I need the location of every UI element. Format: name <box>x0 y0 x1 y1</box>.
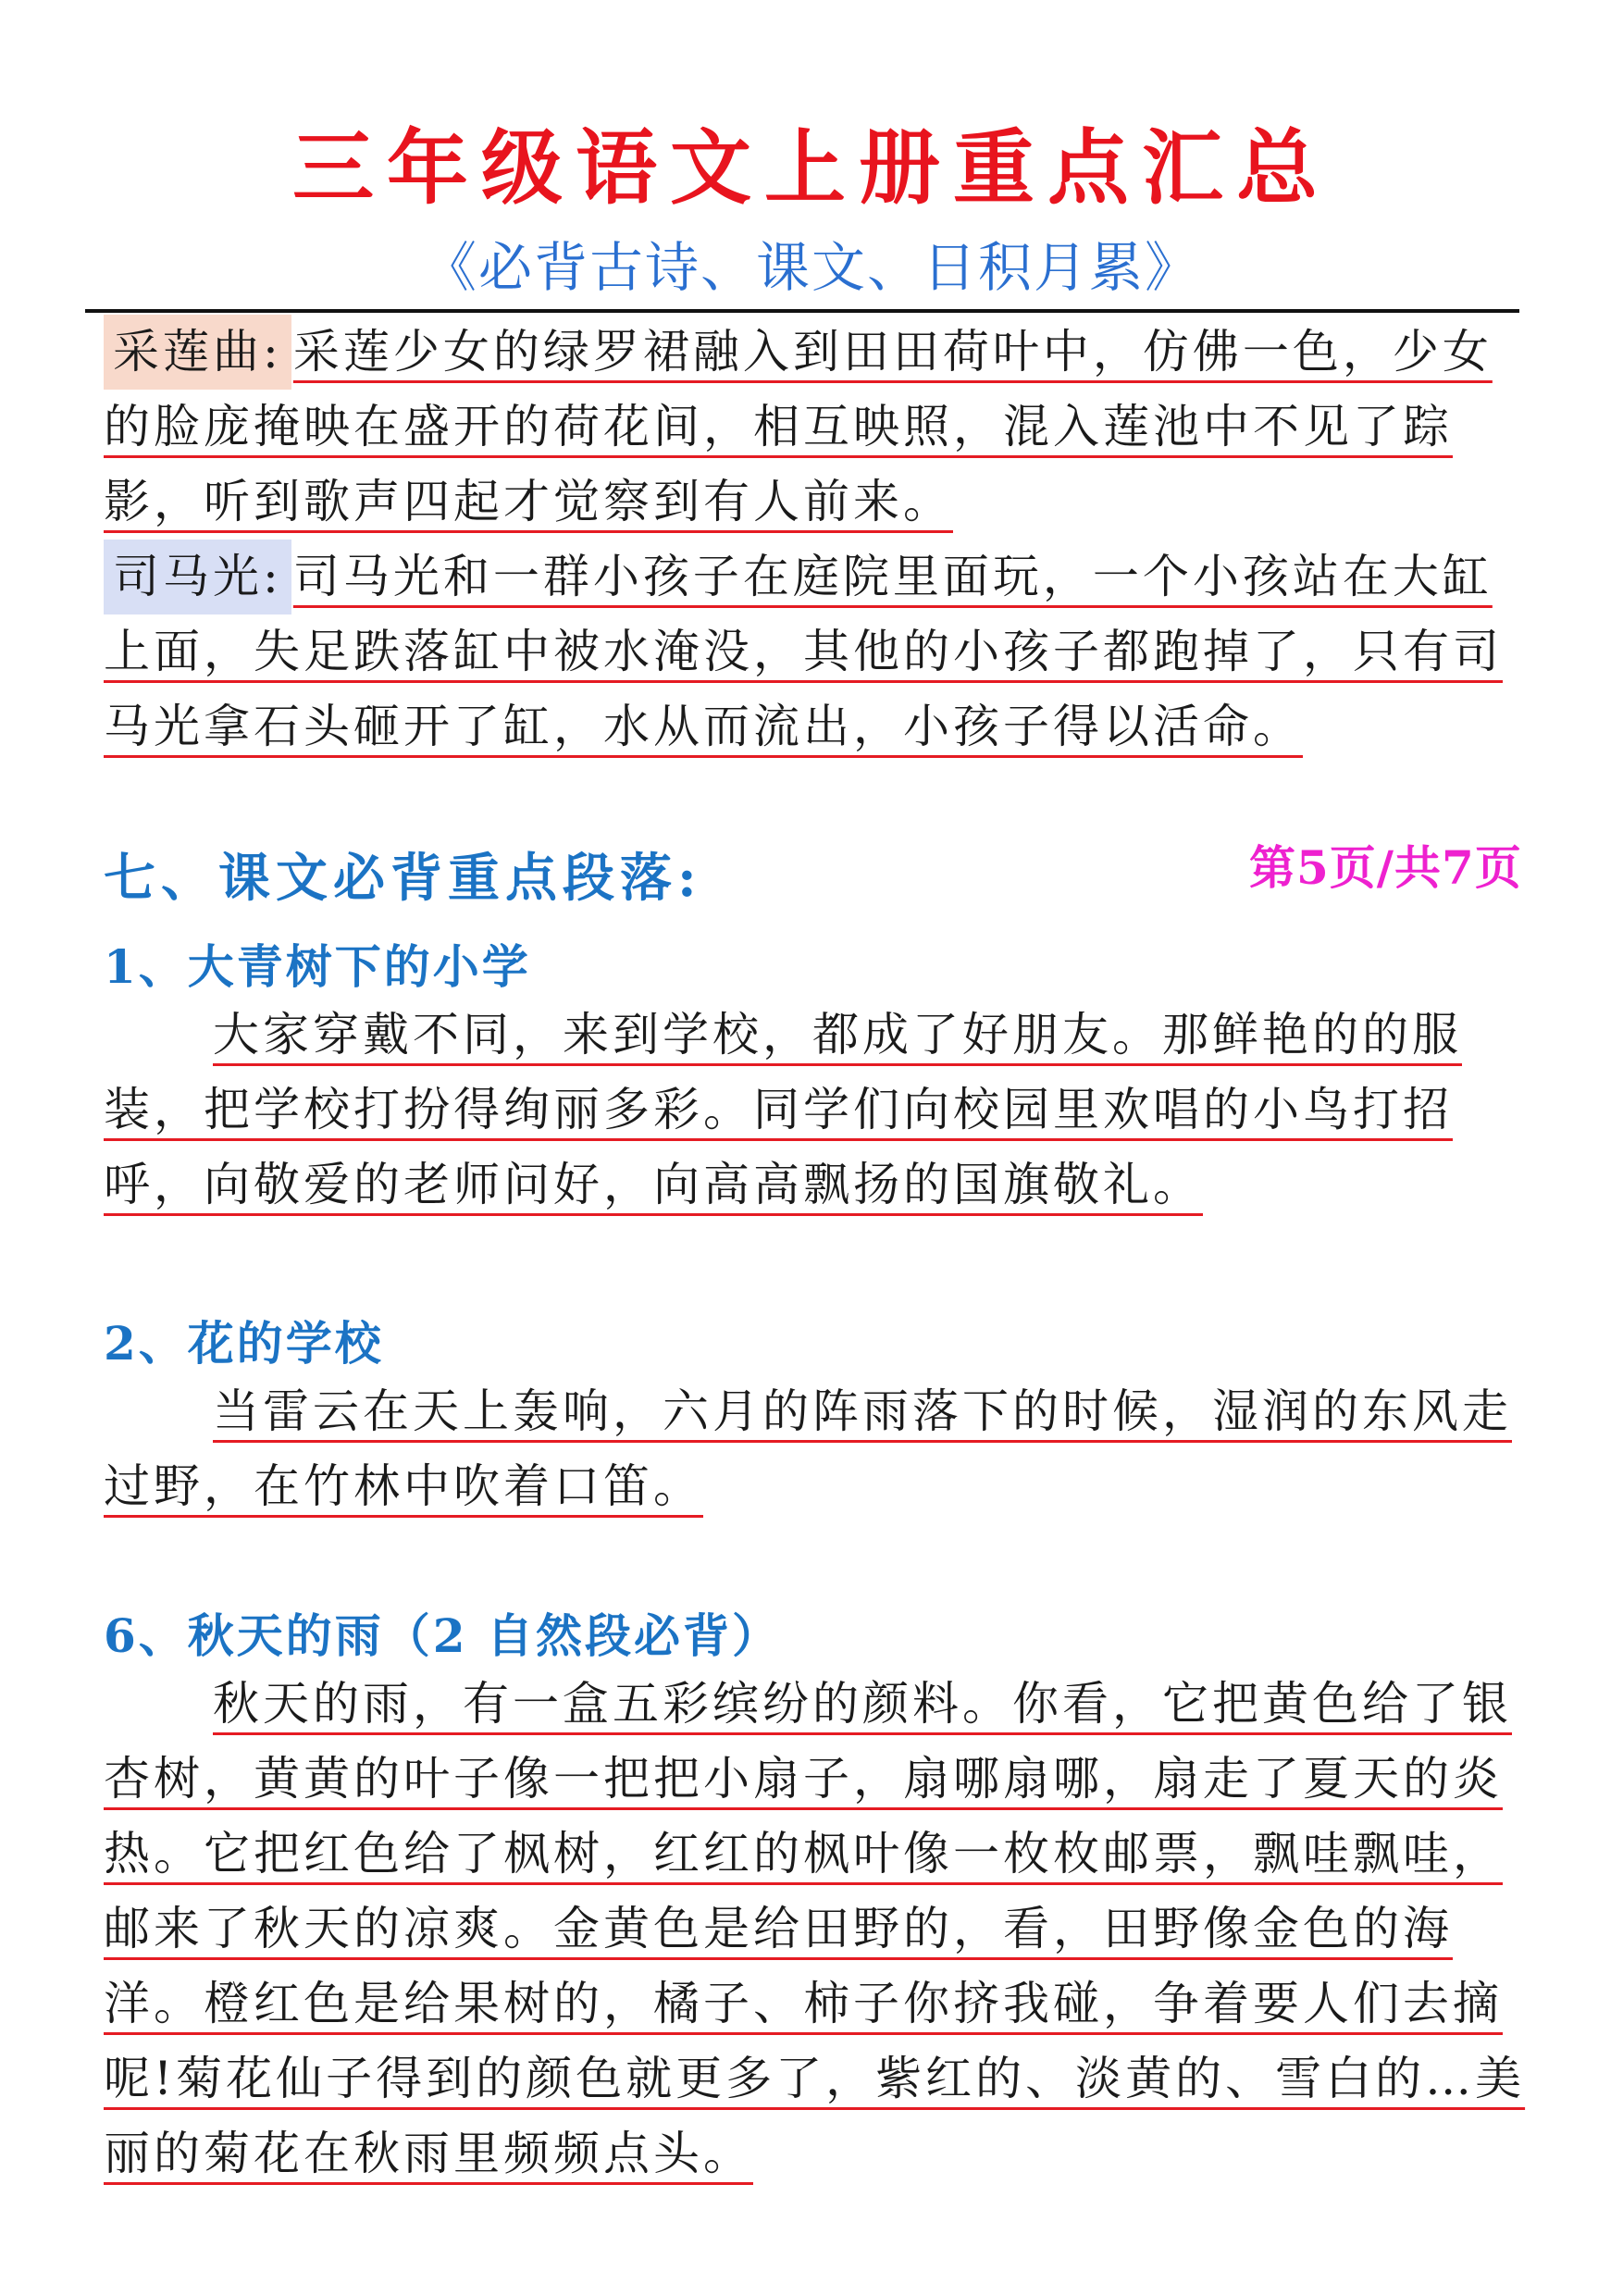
entry-tag: 采莲曲: <box>104 315 291 390</box>
lesson-heading: 6、秋天的雨（2 自然段必背） <box>104 1608 781 1663</box>
entry-tag: 司马光: <box>104 540 291 614</box>
divider <box>85 309 1519 313</box>
lesson-text: 大家穿戴不同，来到学校，都成了好朋友。那鲜艳的的服装，把学校打扮得绚丽多彩。同学们向校园里欢唱的小鸟打招呼，向敬爱的老师问好，向高高飘扬的国旗敬礼。 <box>104 1008 1462 1211</box>
lesson-text: 当雷云在天上轰响，六月的阵雨落下的时候，湿润的东风走过野，在竹林中吹着口笛。 <box>104 1384 1512 1513</box>
entry-text: 司马光和一群小孩子在庭院里面玩，一个小孩站在大缸上面，失足跌落缸中被水淹没，其他的小孩子都跑掉了，只有司马光拿石头砸开了缸，水从而流出，小孩子得以活命。 <box>104 550 1503 753</box>
lesson-heading: 2、花的学校 <box>104 1316 384 1371</box>
page-subtitle: 《必背古诗、课文、日积月累》 <box>422 236 1200 299</box>
lesson-heading: 1、大青树下的小学 <box>104 939 531 994</box>
entry-text: 采莲少女的绿罗裙融入到田田荷叶中，仿佛一色，少女的脸庞掩映在盛开的荷花间，相互映照，混入莲池中不见了踪影，听到歌声四起才觉察到有人前来。 <box>104 325 1493 528</box>
page-title: 三年级语文上册重点汇总 <box>291 120 1331 216</box>
entry-simaguang <box>104 540 1529 764</box>
lesson-text: 秋天的雨，有一盒五彩缤纷的颜料。你看，它把黄色给了银杏树，黄黄的叶子像一把把小扇子，扇哪扇哪，扇走了夏天的炎热。它把红色给了枫树，红红的枫叶像一枚枚邮票，飘哇飘哇，邮来了秋天的凉爽。金黄色是给田野的，看，田野像金色的海洋。橙红色是给果树的，橘子、柿子你挤我碰，争着要人们去摘呢!菊花仙子得到的颜色就更多了，紫红的、淡黄的、雪白的…美丽的菊花在秋雨里频频点头。 <box>104 1677 1526 2180</box>
page-indicator: 第5页/共7页 <box>1249 840 1522 895</box>
section-heading: 七、课文必背重点段落: <box>104 848 702 909</box>
entry-cailianqu <box>104 315 1529 540</box>
